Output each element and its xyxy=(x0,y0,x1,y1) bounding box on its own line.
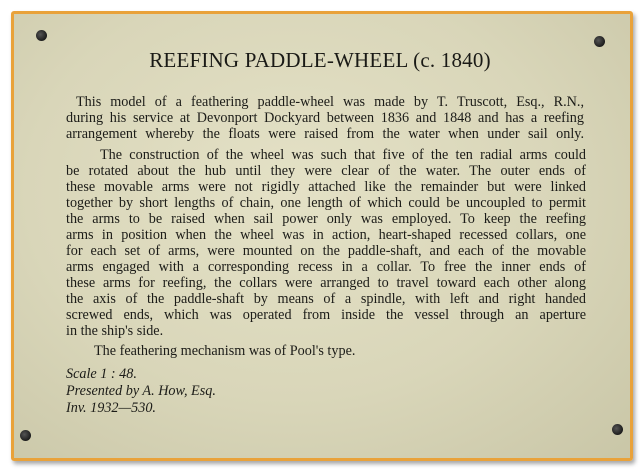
text-line: This model of a feathering paddle-wheel was made by T. Truscott, Esq., R.N., xyxy=(76,94,584,110)
text-line: be rotated about the hub until they were clear of the water. The outer ends of xyxy=(66,163,586,179)
text-line: arms engaged with a corresponding recess in a collar. To free the inner ends of xyxy=(66,259,586,275)
text-line: arrangement whereby the floats were raised from the water when under sail only. xyxy=(66,126,584,142)
text-line: for each set of arms, were mounted on the paddle-shaft, and each of the movable xyxy=(66,243,586,259)
text-line: the axis of the paddle-shaft by means of a spindle, with left and right handed xyxy=(66,291,586,307)
presented-by-note: Presented by A. How, Esq. xyxy=(66,383,216,399)
text-line: The construction of the wheel was such that five of the ten radial arms could xyxy=(100,147,586,163)
scale-note: Scale 1 : 48. xyxy=(66,366,137,382)
text-line: screwed ends, which was operated from inside the vessel through an aperture xyxy=(66,307,586,323)
text-line: arms in position when the wheel was in action, heart-shaped recessed collars, one xyxy=(66,227,586,243)
screw-icon xyxy=(612,424,623,435)
text-line: during his service at Devonport Dockyard between 1836 and 1848 and has a reefing xyxy=(66,110,584,126)
text-line: these arms for reefing, the collars were arranged to travel toward each other along xyxy=(66,275,586,291)
text-line: together by short lengths of chain, one length of which could be uncoupled to permit xyxy=(66,195,586,211)
plaque-title: REEFING PADDLE-WHEEL (c. 1840) xyxy=(149,48,491,72)
screw-icon xyxy=(20,430,31,441)
text-line: these movable arms were not rigidly attached like the remainder but were linked xyxy=(66,179,586,195)
text-line: in the ship's side. xyxy=(66,323,164,339)
inventory-number: Inv. 1932—530. xyxy=(66,400,156,416)
screw-icon xyxy=(594,36,605,47)
text-line: the arms to be raised when sail power only was employed. To keep the reefing xyxy=(66,211,586,227)
paragraph-3: The feathering mechanism was of Pool's type. xyxy=(94,343,356,359)
screw-icon xyxy=(36,30,47,41)
